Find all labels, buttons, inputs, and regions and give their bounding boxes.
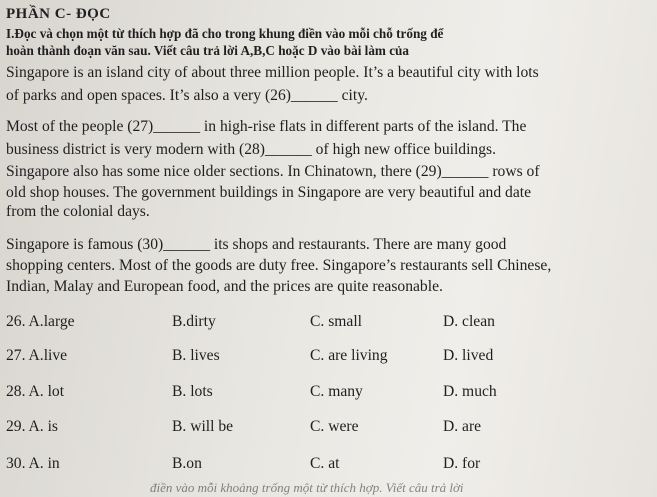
instruction-line-2: hoàn thành đoạn văn sau. Viết câu trả lời A,B,C hoặc D vào bài làm của bbox=[6, 43, 409, 58]
section-heading: PHẦN C- ĐỌC bbox=[6, 6, 111, 22]
instruction-line-1: I.Đọc và chọn một từ thích hợp đã cho trong khung điền vào mỗi chỗ trống để bbox=[6, 26, 444, 41]
option-b: B. lives bbox=[172, 347, 220, 364]
option-d: D. for bbox=[443, 455, 481, 472]
passage-line: old shop houses. The government buildings in Singapore are very beautiful and date bbox=[6, 184, 532, 201]
passage-line: Most of the people (27)______ in high-rise flats in different parts of the island. The bbox=[6, 118, 527, 135]
option-b: B.dirty bbox=[172, 313, 216, 330]
option-c: C. were bbox=[310, 418, 359, 435]
option-c: C. at bbox=[310, 455, 340, 472]
option-a: 26. A.large bbox=[6, 313, 75, 330]
option-b: B.on bbox=[172, 455, 202, 472]
option-b: B. lots bbox=[172, 383, 213, 400]
option-d: D. clean bbox=[443, 313, 495, 330]
option-c: C. small bbox=[310, 313, 362, 330]
passage-line: business district is very modern with (28)______ of high new office buildings. bbox=[6, 141, 496, 158]
option-b: B. will be bbox=[172, 418, 234, 435]
option-a: 28. A. lot bbox=[6, 383, 65, 400]
option-a: 29. A. is bbox=[6, 418, 58, 435]
option-d: D. much bbox=[443, 383, 497, 400]
passage-line: from the colonial days. bbox=[6, 203, 150, 220]
option-c: C. many bbox=[310, 383, 363, 400]
option-d: D. are bbox=[443, 418, 482, 435]
passage-line: shopping centers. Most of the goods are duty free. Singapore’s restaurants sell Chinese, bbox=[6, 257, 552, 274]
passage-line: Singapore is an island city of about three million people. It’s a beautiful city with lots bbox=[6, 64, 539, 81]
passage-line: Indian, Malay and European food, and the prices are quite reasonable. bbox=[6, 278, 443, 295]
passage-line: Singapore is famous (30)______ its shops and restaurants. There are many good bbox=[6, 236, 507, 253]
passage-line: of parks and open spaces. It’s also a very (26)______ city. bbox=[6, 87, 368, 104]
passage-line: Singapore also has some nice older sections. In Chinatown, there (29)______ rows of bbox=[6, 163, 540, 180]
option-a: 27. A.live bbox=[6, 347, 68, 364]
option-d: D. lived bbox=[443, 347, 494, 364]
option-c: C. are living bbox=[310, 347, 388, 364]
cutoff-next-instruction: điền vào mỗi khoảng trống một từ thích hợp. Viết câu trả lời bbox=[150, 480, 464, 495]
option-a: 30. A. in bbox=[6, 455, 60, 472]
